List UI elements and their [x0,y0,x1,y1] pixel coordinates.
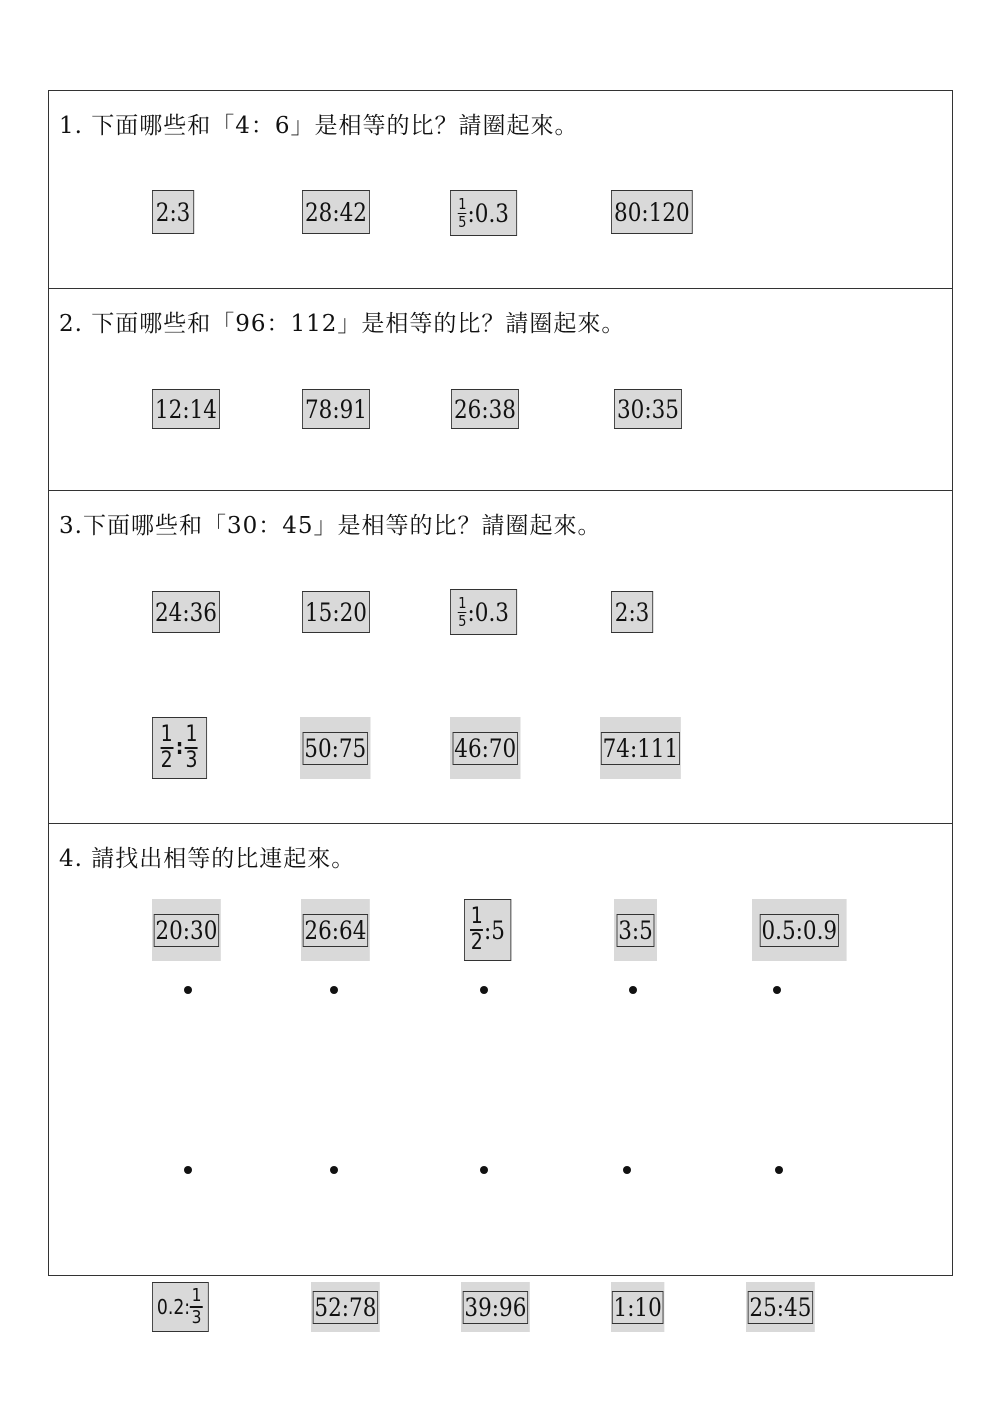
option-tile[interactable]: 12:14 [152,389,220,429]
worksheet [48,90,953,1328]
question-1 [49,91,952,289]
question-4 [49,824,952,1328]
fraction: $\frac{1}{2}$ [160,722,173,773]
option-tile[interactable]: 50:75 [300,717,371,779]
question-3 [49,491,952,824]
option-tile-fraction[interactable]: $\frac{1}{5}$ :0.3 [450,589,517,635]
match-dot-top[interactable] [480,986,488,994]
option-tile[interactable]: 2:3 [152,190,194,234]
fraction: $\frac{1}{5}$ [458,593,467,630]
match-top-tile[interactable]: 20:30 [152,899,221,961]
match-dot-bottom[interactable] [623,1166,631,1174]
option-tile-fraction[interactable]: $\frac{1}{5}$ :0.3 [450,190,517,236]
question-3-prompt: 3.下面哪些和「30：45」是相等的比？請圈起來。 [59,513,602,539]
fraction: $\frac{1}{3}$ [185,722,198,773]
match-dot-top[interactable] [330,986,338,994]
match-bottom-tile[interactable]: 52:78 [311,1282,380,1332]
match-dot-bottom[interactable] [775,1166,783,1174]
option-tile[interactable]: 74:111 [600,717,681,779]
match-bottom-tile-fraction[interactable]: 0.2: $\frac{1}{3}$ [152,1282,209,1332]
option-tile[interactable]: 46:70 [450,717,521,779]
fraction: $\frac{1}{2}$ [470,904,483,955]
match-top-tile[interactable]: 3:5 [614,899,657,961]
match-dot-top[interactable] [773,986,781,994]
fraction: $\frac{1}{3}$ [191,1285,202,1328]
question-2 [49,289,952,491]
match-dot-bottom[interactable] [184,1166,192,1174]
fraction: $\frac{1}{5}$ [458,194,467,231]
option-tile[interactable]: 80:120 [611,190,693,234]
option-tile[interactable]: 2:3 [611,591,653,633]
option-tile[interactable]: 30:35 [614,389,682,429]
question-1-prompt: 1. 下面哪些和「4：6」是相等的比？請圈起來。 [59,113,579,139]
match-dot-top[interactable] [629,986,637,994]
match-bottom-tile[interactable]: 25:45 [746,1282,815,1332]
match-top-tile[interactable]: 26:64 [301,899,370,961]
option-tile[interactable]: 78:91 [302,389,370,429]
match-bottom-tile[interactable]: 1:10 [611,1282,664,1332]
match-dot-bottom[interactable] [330,1166,338,1174]
match-dot-bottom[interactable] [480,1166,488,1174]
match-dot-top[interactable] [184,986,192,994]
match-top-tile[interactable]: 0.5:0.9 [752,899,847,961]
option-tile[interactable]: 28:42 [302,190,370,234]
option-tile[interactable]: 15:20 [302,591,370,633]
match-bottom-tile[interactable]: 39:96 [461,1282,530,1332]
question-2-prompt: 2. 下面哪些和「96：112」是相等的比？請圈起來。 [59,311,626,337]
question-4-prompt: 4. 請找出相等的比連起來。 [59,846,356,872]
option-tile-fraction-pair[interactable]: $\frac{1}{2}$ : $\frac{1}{3}$ [152,717,207,779]
option-tile[interactable]: 24:36 [152,591,220,633]
option-tile[interactable]: 26:38 [451,389,519,429]
match-top-tile-fraction[interactable]: $\frac{1}{2}$ :5 [464,899,511,961]
